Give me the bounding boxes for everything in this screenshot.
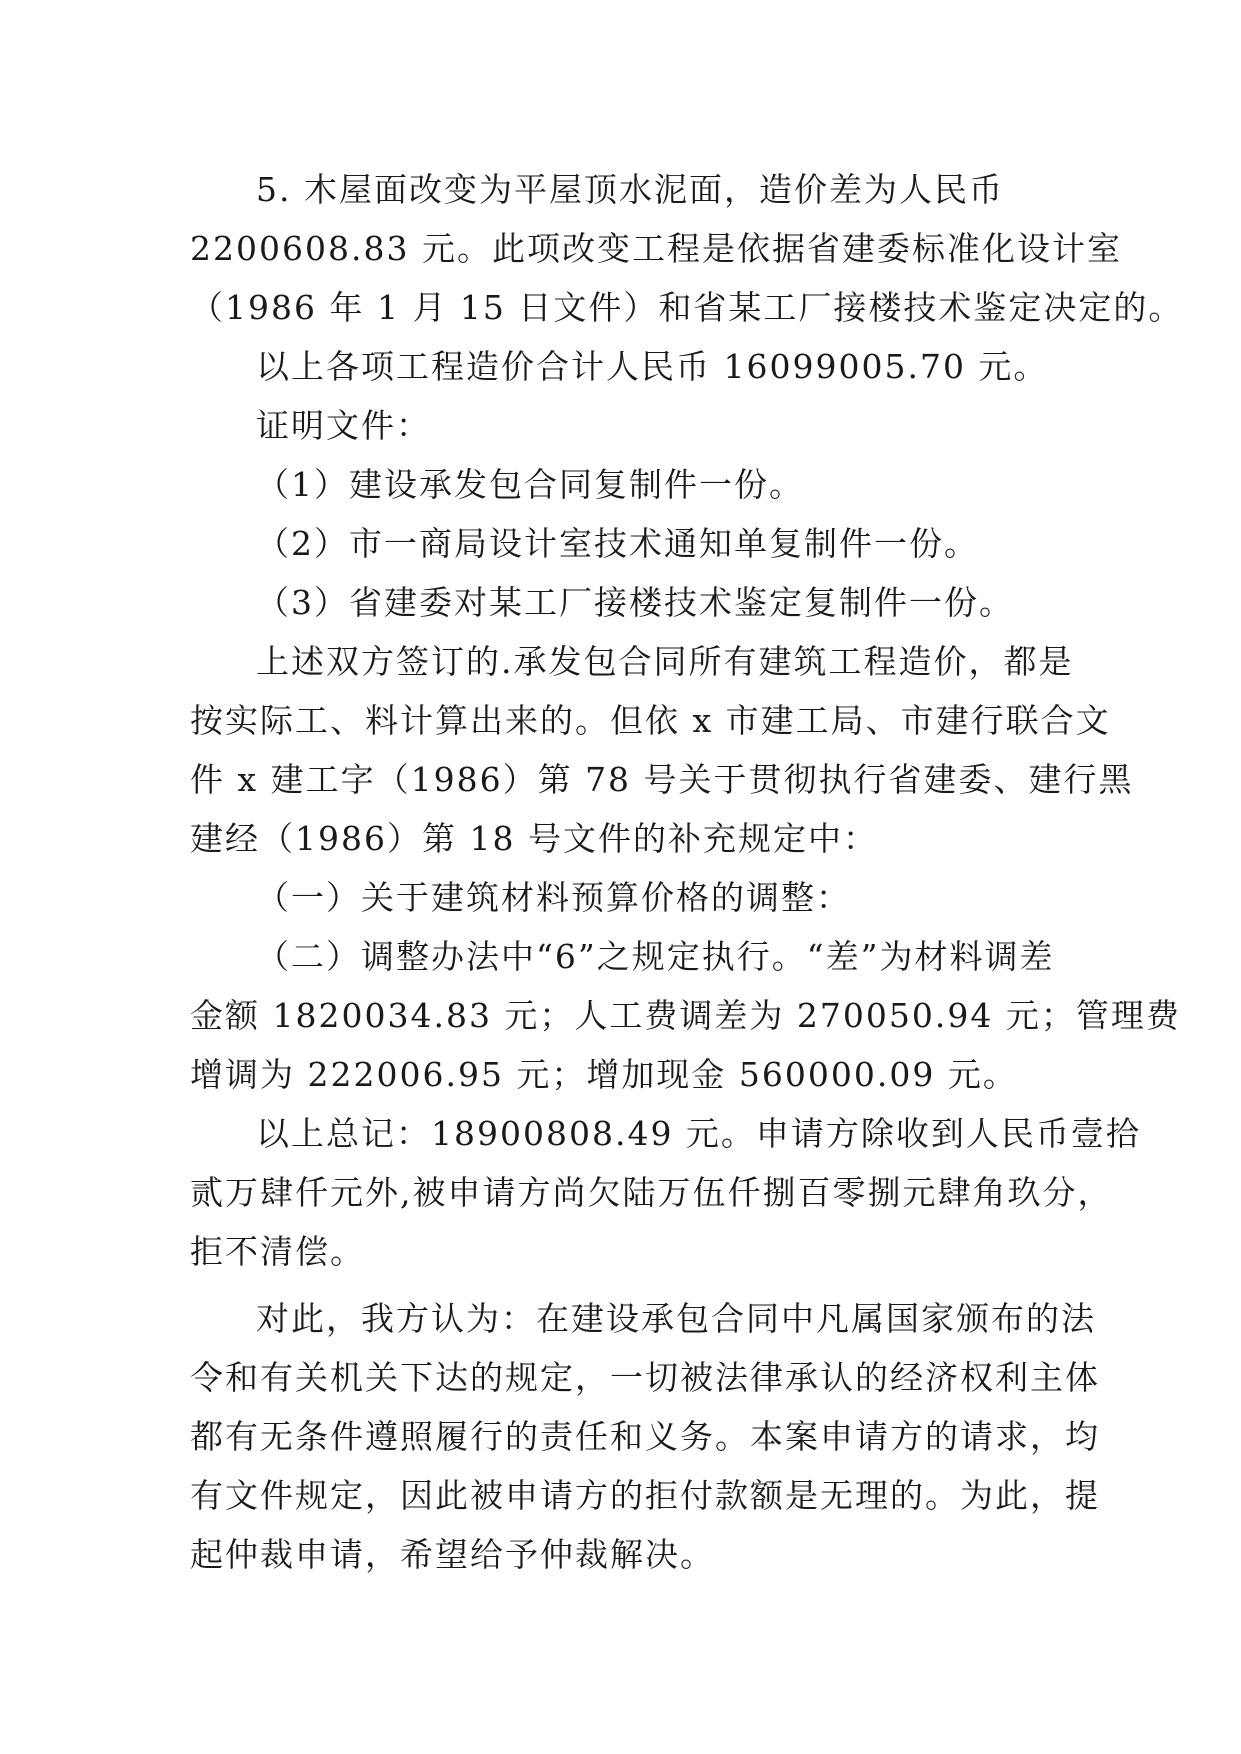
text-line: （一）关于建筑材料预算价格的调整： (256, 878, 851, 917)
text-line: 2200608.83 元。此项改变工程是依据省建委标准化设计室 (190, 229, 1122, 268)
list-item-rule-2 (190, 927, 1181, 1104)
list-item-evidence-1 (190, 455, 1050, 514)
paragraph-total-cost (190, 337, 1050, 396)
paragraph-evidence-heading (190, 396, 1050, 455)
text-line: 以上各项工程造价合计人民币 16099005.70 元。 (256, 347, 1049, 386)
paragraph-roof-change (190, 160, 1184, 337)
list-item-evidence-3 (190, 573, 1050, 632)
text-line: 起仲裁申请，希望给予仲裁解决。 (190, 1535, 715, 1574)
text-line: 拒不清偿。 (190, 1232, 365, 1271)
text-line: 5. 木屋面改变为平屋顶水泥面，造价差为人民币 (256, 170, 1004, 209)
text-line: （3）省建委对某工厂接楼技术鉴定复制件一份。 (256, 583, 1014, 622)
text-line: 都有无条件遵照履行的责任和义务。本案申请方的请求，均 (190, 1417, 1100, 1456)
text-line: 上述双方签订的.承发包合同所有建筑工程造价，都是 (256, 642, 1074, 681)
text-line: 增调为 222006.95 元；增加现金 560000.09 元。 (190, 1055, 1018, 1094)
paragraph-sum-total (190, 1104, 1141, 1281)
text-line: 以上总记：18900808.49 元。申请方除收到人民币壹拾 (256, 1114, 1141, 1153)
list-item-evidence-2 (190, 514, 1050, 573)
text-line: 有文件规定，因此被申请方的拒付款额是无理的。为此，提 (190, 1476, 1100, 1515)
text-line: （1）建设承发包合同复制件一份。 (256, 465, 804, 504)
text-line: （2）市一商局设计室技术通知单复制件一份。 (256, 524, 979, 563)
text-line: 金额 1820034.83 元；人工费调差为 270050.94 元；管理费 (190, 996, 1181, 1035)
text-line: 建经（1986）第 18 号文件的补充规定中： (190, 819, 878, 858)
text-line: 件 x 建工字（1986）第 78 号关于贯彻执行省建委、建行黑 (190, 760, 1134, 799)
paragraph-conclusion (190, 1289, 1100, 1584)
list-item-rule-1 (190, 868, 1050, 927)
text-line: 令和有关机关下达的规定，一切被法律承认的经济权利主体 (190, 1358, 1100, 1397)
paragraph-contract-basis (190, 632, 1134, 868)
text-line: （1986 年 1 月 15 日文件）和省某工厂接楼技术鉴定决定的。 (190, 288, 1184, 327)
text-line: （二）调整办法中“6”之规定执行。“差”为材料调差 (256, 937, 1055, 976)
text-line: 按实际工、料计算出来的。但依 x 市建工局、市建行联合文 (190, 701, 1111, 740)
text-line: 证明文件： (256, 406, 431, 445)
document-body (190, 160, 1184, 1584)
text-line: 对此，我方认为：在建设承包合同中凡属国家颁布的法 (256, 1299, 1096, 1338)
text-line: 贰万肆仟元外,被申请方尚欠陆万伍仟捌百零捌元肆角玖分， (190, 1173, 1113, 1212)
